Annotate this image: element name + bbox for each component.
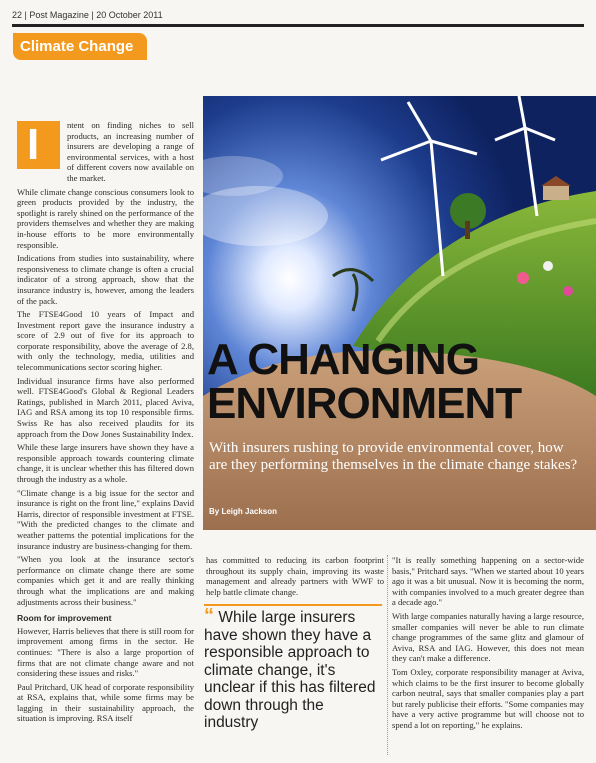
quote-mark-icon: “ <box>204 605 214 627</box>
dropcap: I <box>27 120 40 169</box>
article-column-2 <box>206 555 384 600</box>
headline-line-2: ENVIRONMENT <box>207 379 522 428</box>
byline: By Leigh Jackson <box>209 507 278 516</box>
column-divider <box>387 555 388 755</box>
paragraph: ntent on finding niches to sell products, an increasing number of insurers are developing a range of environmental services, with a host of different covers now available on the market. <box>67 120 194 183</box>
standfirst: With insurers rushing to provide environmental cover, how are they performing themselves in the climate change stakes? <box>209 440 578 473</box>
running-head: 22 | Post Magazine | 20 October 2011 <box>12 10 163 20</box>
headline-line-1: A CHANGING <box>207 335 479 384</box>
paragraph: Tom Oxley, corporate responsibility manager at Aviva, which claims to be the first insurer to become globally carbon neutral, says that smaller companies play a part but rarely publicise their efforts. "Some companies may have a very active programme but will choose not to spend a lot on reporting," he explains. <box>392 666 584 730</box>
paragraph: Individual insurance firms have also performed well. FTSE4Good's Global & Regional Leaders Ratings, published in March 2011, placed Aviva, IAG and RSA among its top 10 responsible firms. Swiss Re has also received plaudits for its approach from the Dow Jones Sustainability Index. <box>17 375 194 439</box>
paragraph: The FTSE4Good 10 years of Impact and Investment report gave the insurance industry a score of 2.9 out of five for its approach to corporate responsibility, above the average of 2.8, with only the technology, media, utilities and telecommunications sector scoring higher. <box>17 309 194 373</box>
paragraph: "It is really something happening on a sector-wide basis," Pritchard says. "When we started about 10 years ago it was a bit unusual. Now it is becoming the norm, with companies involved to a much greater degree than a decade ago." <box>392 555 584 608</box>
pullquote-text: While large insurers have shown they have a responsible approach to climate change, it's unclear if this has filtered down through the industry <box>204 609 376 731</box>
article-column-3 <box>392 555 584 734</box>
header-rule <box>12 24 584 27</box>
paragraph: While climate change conscious consumers look to green products provided by the industry, the spotlight is rarely shined on the performance of the providers themselves and whether they are making in-house efforts to be more environmentally responsible. <box>17 186 194 250</box>
section-label: Climate Change <box>20 38 134 55</box>
subhead: Room for improvement <box>17 613 112 624</box>
paragraph: Paul Pritchard, UK head of corporate responsibility at RSA, explains that, while some firms may be lagging in their sustainability approach, the situation is improving. RSA itself <box>17 681 194 724</box>
paragraph: With large companies naturally having a large resource, smaller companies will never be able to run climate change programmes of the same glitz and glamour of Aviva, RSA and IAG. However, this does not mean they can't make a difference. <box>392 610 584 664</box>
paragraph: However, Harris believes that there is still room for improvement among firms in the sector. He continues: "There is also a large proportion of firms that are not climate change aware and not considering these issues and risks." <box>17 625 194 679</box>
pullquote-rule <box>204 604 382 606</box>
pullquote <box>204 605 382 732</box>
paragraph: Indications from studies into sustainability, where responsiveness to climate change is often a crucial indicator of a strong approach, show that the insurance industry is, however, among the leaders of the pack. <box>17 253 194 306</box>
paragraph: "When you look at the insurance sector's performance on climate change there are some companies which get it and are really thinking through what the implications are and making adjustments across their business." <box>17 554 194 607</box>
paragraph: While these large insurers have shown they have a responsible approach towards countering climate change, it is unclear whether this has filtered down through the industry as a whole. <box>17 442 194 484</box>
paragraph: "Climate change is a big issue for the sector and insurance is right on the front line," explains David Harris, director of responsible investment at FTSE. "With the predicted changes to the climate and weather patterns the potential implications for the insurance industry are business-changing for them. <box>17 487 194 551</box>
article-column-1 <box>17 120 194 727</box>
headline <box>207 335 592 428</box>
paragraph: has committed to reducing its carbon footprint throughout its supply chain, improving its waste management and already partners with WWF to help battle climate change. <box>206 555 384 597</box>
